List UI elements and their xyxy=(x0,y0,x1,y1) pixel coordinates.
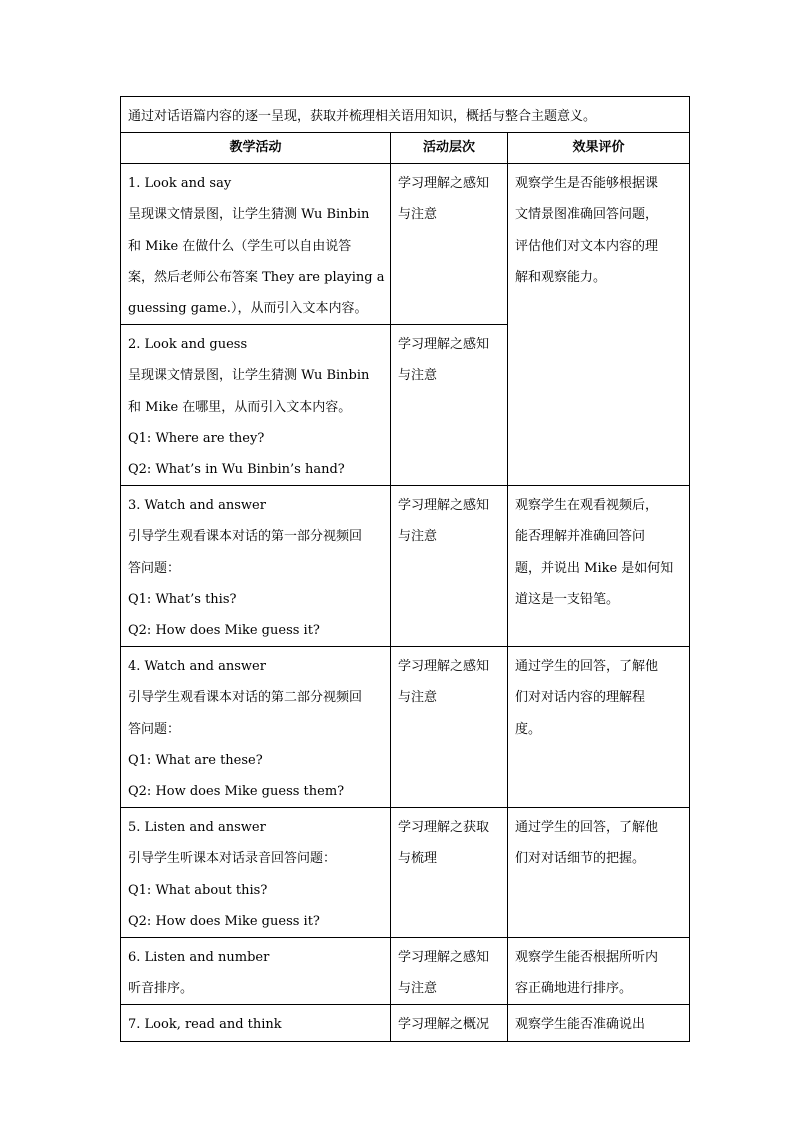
activity-line: 答问题： xyxy=(128,560,181,576)
objective-text: 通过对话语篇内容的逐一呈现，获取并梳理相关语用知识，概括与整合主题意义。 xyxy=(121,97,690,133)
evaluation-line: 观察学生能否根据所听内 xyxy=(515,950,659,966)
header-evaluation: 效果评价 xyxy=(508,133,690,164)
activity-line: Q2: How does Mike guess it? xyxy=(128,913,320,929)
evaluation-line: 们对对话内容的理解程 xyxy=(515,690,646,706)
activity-line: 3. Watch and answer xyxy=(128,498,266,514)
activity-line: 2. Look and guess xyxy=(128,337,248,353)
activity-line: 呈现课文情景图，让学生猜测 Wu Binbin xyxy=(128,368,370,384)
evaluation-line: 题，并说出 Mike 是如何知 xyxy=(515,560,674,576)
activity-line: Q1: Where are they? xyxy=(128,430,265,446)
level-line: 与注意 xyxy=(398,529,438,545)
evaluation-line: 通过学生的回答，了解他 xyxy=(515,659,659,675)
evaluation-line: 度。 xyxy=(515,721,542,737)
table-row xyxy=(121,164,690,325)
level-line: 与注意 xyxy=(398,981,438,997)
level-line: 与注意 xyxy=(398,207,438,223)
level-cell xyxy=(391,647,508,808)
activity-cell xyxy=(121,325,391,486)
evaluation-line: 评估他们对文本内容的理 xyxy=(515,238,659,254)
table-row xyxy=(121,486,690,647)
activity-line: 7. Look, read and think xyxy=(128,1017,282,1033)
evaluation-line: 文情景图准确回答问题， xyxy=(515,207,659,223)
evaluation-line: 道这是一支铅笔。 xyxy=(515,591,620,607)
activity-line: 5. Listen and answer xyxy=(128,820,266,836)
activity-line: 引导学生听课本对话录音回答问题： xyxy=(128,851,337,867)
evaluation-cell xyxy=(508,164,690,486)
table-row xyxy=(121,808,690,938)
evaluation-line: 解和观察能力。 xyxy=(515,269,607,285)
level-line: 学习理解之感知 xyxy=(398,659,490,675)
level-cell xyxy=(391,325,508,486)
activity-line: 听音排序。 xyxy=(128,981,194,997)
evaluation-line: 容正确地进行排序。 xyxy=(515,981,633,997)
evaluation-cell xyxy=(508,938,690,1005)
activity-line: 6. Listen and number xyxy=(128,950,270,966)
objective-row xyxy=(121,97,690,133)
activity-line: Q2: How does Mike guess them? xyxy=(128,784,345,800)
evaluation-line: 通过学生的回答，了解他 xyxy=(515,820,659,836)
level-line: 与注意 xyxy=(398,690,438,706)
level-line: 与注意 xyxy=(398,368,438,384)
evaluation-line: 观察学生能否准确说出 xyxy=(515,1017,646,1033)
level-line: 学习理解之获取 xyxy=(398,820,490,836)
activity-line: Q1: What are these? xyxy=(128,752,263,768)
activity-line: 4. Watch and answer xyxy=(128,659,266,675)
level-cell xyxy=(391,486,508,647)
activity-line: 引导学生观看课本对话的第二部分视频回 xyxy=(128,690,363,706)
lesson-plan-table xyxy=(120,96,690,1042)
table-row xyxy=(121,938,690,1005)
level-line: 与梳理 xyxy=(398,851,438,867)
activity-cell xyxy=(121,808,391,938)
activity-cell xyxy=(121,647,391,808)
evaluation-cell xyxy=(508,1005,690,1041)
activity-line: 答问题： xyxy=(128,721,181,737)
level-line: 学习理解之感知 xyxy=(398,176,490,192)
evaluation-line: 观察学生在观看视频后， xyxy=(515,498,659,514)
level-line: 学习理解之感知 xyxy=(398,950,490,966)
activity-line: guessing game.），从而引入文本内容。 xyxy=(128,301,368,317)
table-row xyxy=(121,1005,690,1041)
level-line: 学习理解之感知 xyxy=(398,498,490,514)
activity-cell xyxy=(121,164,391,325)
evaluation-line: 们对对话细节的把握。 xyxy=(515,851,646,867)
header-activity: 教学活动 xyxy=(121,133,391,164)
evaluation-line: 观察学生是否能够根据课 xyxy=(515,176,659,192)
evaluation-line: 能否理解并准确回答问 xyxy=(515,529,646,545)
activity-line: 呈现课文情景图，让学生猜测 Wu Binbin xyxy=(128,207,370,223)
activity-cell xyxy=(121,938,391,1005)
activity-line: 案，然后老师公布答案 They are playing a xyxy=(128,269,385,285)
activity-line: Q2: How does Mike guess it? xyxy=(128,623,320,639)
level-line: 学习理解之感知 xyxy=(398,337,490,353)
activity-line: Q1: What’s this? xyxy=(128,591,237,607)
activity-line: 和 Mike 在做什么（学生可以自由说答 xyxy=(128,238,352,254)
table-row xyxy=(121,647,690,808)
activity-line: 引导学生观看课本对话的第一部分视频回 xyxy=(128,529,363,545)
level-cell xyxy=(391,164,508,325)
activity-cell xyxy=(121,1005,391,1041)
activity-line: 1. Look and say xyxy=(128,176,232,192)
level-cell xyxy=(391,1005,508,1041)
header-row xyxy=(121,133,690,164)
level-cell xyxy=(391,808,508,938)
header-level: 活动层次 xyxy=(391,133,508,164)
evaluation-cell xyxy=(508,486,690,647)
activity-line: Q1: What about this? xyxy=(128,882,268,898)
evaluation-cell xyxy=(508,647,690,808)
level-cell xyxy=(391,938,508,1005)
level-line: 学习理解之概况 xyxy=(398,1017,490,1033)
activity-cell xyxy=(121,486,391,647)
evaluation-cell xyxy=(508,808,690,938)
activity-line: Q2: What’s in Wu Binbin’s hand? xyxy=(128,462,345,478)
activity-line: 和 Mike 在哪里，从而引入文本内容。 xyxy=(128,399,352,415)
